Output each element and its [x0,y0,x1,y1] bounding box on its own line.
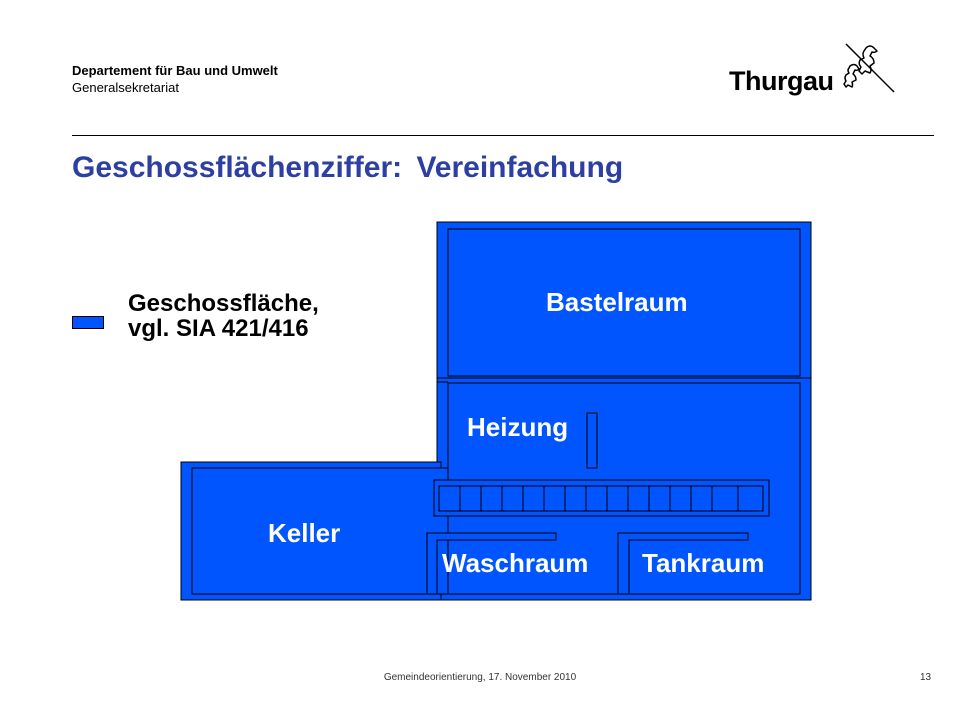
room-label-waschraum: Waschraum [442,548,589,578]
page-number: 13 [920,672,932,683]
room-label-keller: Keller [268,518,341,548]
department-name: Departement für Bau und Umwelt [72,63,278,78]
room-label-bastelraum: Bastelraum [546,287,688,317]
room-label-tankraum: Tankraum [642,548,765,578]
department-unit: Generalsekretariat [72,80,179,95]
footer-text: Gemeindeorientierung, 17. November 2010 [383,672,577,683]
brand-name: Thurgau [729,66,834,96]
legend-label: Geschossfläche, vgl. SIA 421/416 [128,290,319,342]
slide-title: Geschossflächenziffer: Vereinfachung [72,151,624,184]
room-label-heizung: Heizung [467,412,569,442]
